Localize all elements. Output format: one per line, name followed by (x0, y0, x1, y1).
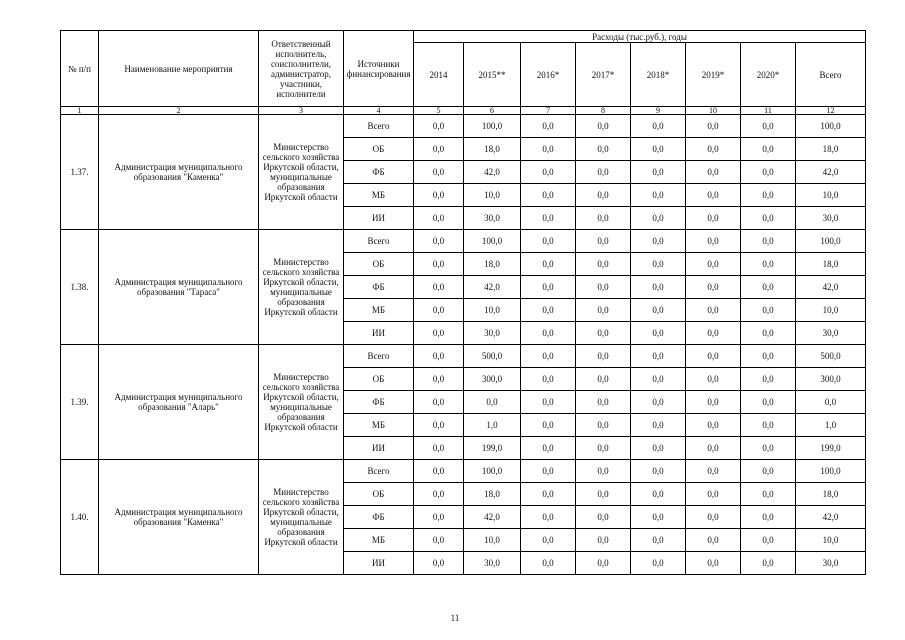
table-row (61, 345, 866, 368)
year-value: 0,0 (521, 276, 576, 299)
year-value: 0,0 (576, 161, 631, 184)
year-value: 42,0 (464, 276, 521, 299)
item-number: 1.37. (61, 115, 99, 230)
year-value: 0,0 (741, 391, 796, 414)
year-value: 0,0 (521, 138, 576, 161)
year-value: 0,0 (521, 322, 576, 345)
column-number: 5 (414, 107, 464, 115)
funding-source: МБ (344, 184, 414, 207)
year-value: 0,0 (521, 414, 576, 437)
year-value: 0,0 (686, 253, 741, 276)
expenses-table (60, 30, 866, 575)
event-name: Администрация муниципального образования "Каменка" (99, 460, 259, 575)
year-value: 0,0 (631, 437, 686, 460)
table-row (61, 115, 866, 138)
year-value: 0,0 (414, 322, 464, 345)
event-name: Администрация муниципального образования "Каменка" (99, 115, 259, 230)
year-value: 0,0 (414, 184, 464, 207)
year-value: 0,0 (414, 299, 464, 322)
year-value: 0,0 (576, 253, 631, 276)
year-value: 0,0 (576, 506, 631, 529)
year-value: 0,0 (521, 437, 576, 460)
header-responsible: Ответственный исполнитель, соисполнители, администратор, участники, исполнители (259, 31, 344, 107)
year-value: 0,0 (741, 207, 796, 230)
column-number: 2 (99, 107, 259, 115)
year-value: 0,0 (631, 529, 686, 552)
item-number: 1.40. (61, 460, 99, 575)
year-value: 0,0 (686, 414, 741, 437)
column-number: 8 (576, 107, 631, 115)
header-sources: Источники финансирования (344, 31, 414, 107)
year-value: 0,0 (741, 506, 796, 529)
year-value: 0,0 (576, 391, 631, 414)
year-value: 0,0 (631, 506, 686, 529)
header-name: Наименование мероприятия (99, 31, 259, 107)
funding-source: ФБ (344, 161, 414, 184)
funding-source: ОБ (344, 483, 414, 506)
table-body (61, 115, 866, 575)
year-value: 0,0 (521, 115, 576, 138)
header-expenses: Расходы (тыс.руб.), годы (414, 31, 866, 43)
funding-source: Всего (344, 345, 414, 368)
funding-source: МБ (344, 414, 414, 437)
year-value: 0,0 (576, 276, 631, 299)
header-total: Всего (796, 43, 866, 107)
funding-source: ИИ (344, 207, 414, 230)
year-value: 0,0 (576, 230, 631, 253)
year-value: 0,0 (631, 460, 686, 483)
year-value: 0,0 (631, 483, 686, 506)
year-value: 0,0 (414, 345, 464, 368)
year-value: 0,0 (576, 414, 631, 437)
year-value: 0,0 (686, 529, 741, 552)
year-value: 0,0 (741, 345, 796, 368)
year-value: 0,0 (686, 299, 741, 322)
column-number: 11 (741, 107, 796, 115)
year-value: 10,0 (464, 184, 521, 207)
year-value: 0,0 (686, 115, 741, 138)
total-value: 42,0 (796, 506, 866, 529)
item-number: 1.39. (61, 345, 99, 460)
year-value: 10,0 (464, 529, 521, 552)
year-value: 0,0 (521, 253, 576, 276)
year-value: 18,0 (464, 138, 521, 161)
funding-source: ИИ (344, 552, 414, 575)
year-value: 0,0 (686, 138, 741, 161)
year-value: 0,0 (741, 529, 796, 552)
funding-source: ИИ (344, 437, 414, 460)
year-value: 0,0 (741, 115, 796, 138)
year-value: 0,0 (414, 483, 464, 506)
year-value: 0,0 (521, 161, 576, 184)
responsible-executor: Министерство сельского хозяйства Иркутской области, муниципальные образования Иркутской области (259, 345, 344, 460)
year-value: 0,0 (686, 368, 741, 391)
year-value: 0,0 (414, 460, 464, 483)
year-value: 42,0 (464, 161, 521, 184)
column-number: 6 (464, 107, 521, 115)
header-year: 2016* (521, 43, 576, 107)
year-value: 0,0 (631, 207, 686, 230)
year-value: 30,0 (464, 322, 521, 345)
year-value: 0,0 (686, 184, 741, 207)
year-value: 0,0 (631, 391, 686, 414)
year-value: 0,0 (631, 230, 686, 253)
year-value: 0,0 (631, 299, 686, 322)
funding-source: ФБ (344, 276, 414, 299)
year-value: 0,0 (686, 483, 741, 506)
funding-source: ОБ (344, 253, 414, 276)
year-value: 0,0 (521, 299, 576, 322)
year-value: 300,0 (464, 368, 521, 391)
year-value: 199,0 (464, 437, 521, 460)
year-value: 0,0 (686, 322, 741, 345)
year-value: 0,0 (741, 276, 796, 299)
total-value: 0,0 (796, 391, 866, 414)
year-value: 0,0 (521, 483, 576, 506)
header-year: 2020* (741, 43, 796, 107)
year-value: 0,0 (631, 253, 686, 276)
year-value: 0,0 (414, 529, 464, 552)
year-value: 0,0 (521, 506, 576, 529)
funding-source: ОБ (344, 368, 414, 391)
year-value: 0,0 (741, 483, 796, 506)
total-value: 30,0 (796, 322, 866, 345)
year-value: 0,0 (741, 460, 796, 483)
year-value: 0,0 (631, 414, 686, 437)
funding-source: Всего (344, 460, 414, 483)
year-value: 0,0 (686, 276, 741, 299)
total-value: 18,0 (796, 483, 866, 506)
column-number: 1 (61, 107, 99, 115)
total-value: 18,0 (796, 253, 866, 276)
year-value: 0,0 (686, 460, 741, 483)
year-value: 0,0 (521, 460, 576, 483)
total-value: 300,0 (796, 368, 866, 391)
total-value: 10,0 (796, 184, 866, 207)
funding-source: Всего (344, 230, 414, 253)
year-value: 0,0 (521, 345, 576, 368)
column-number: 4 (344, 107, 414, 115)
year-value: 0,0 (576, 184, 631, 207)
year-value: 0,0 (576, 299, 631, 322)
year-value: 0,0 (686, 506, 741, 529)
year-value: 0,0 (576, 460, 631, 483)
year-value: 0,0 (686, 345, 741, 368)
year-value: 0,0 (631, 368, 686, 391)
year-value: 0,0 (576, 115, 631, 138)
year-value: 0,0 (414, 368, 464, 391)
year-value: 0,0 (414, 391, 464, 414)
column-number-row (61, 107, 866, 115)
year-value: 0,0 (414, 437, 464, 460)
year-value: 0,0 (414, 161, 464, 184)
responsible-executor: Министерство сельского хозяйства Иркутской области, муниципальные образования Иркутской области (259, 115, 344, 230)
year-value: 0,0 (741, 299, 796, 322)
year-value: 0,0 (414, 230, 464, 253)
year-value: 0,0 (741, 184, 796, 207)
year-value: 0,0 (741, 253, 796, 276)
year-value: 0,0 (414, 207, 464, 230)
total-value: 30,0 (796, 207, 866, 230)
year-value: 0,0 (576, 529, 631, 552)
year-value: 0,0 (686, 230, 741, 253)
total-value: 10,0 (796, 529, 866, 552)
total-value: 18,0 (796, 138, 866, 161)
funding-source: ОБ (344, 138, 414, 161)
year-value: 0,0 (521, 368, 576, 391)
year-value: 0,0 (521, 552, 576, 575)
header-year: 2018* (631, 43, 686, 107)
header-year: 2019* (686, 43, 741, 107)
year-value: 0,0 (576, 138, 631, 161)
year-value: 0,0 (631, 276, 686, 299)
table-header (61, 31, 866, 115)
year-value: 500,0 (464, 345, 521, 368)
funding-source: МБ (344, 529, 414, 552)
year-value: 100,0 (464, 460, 521, 483)
year-value: 0,0 (414, 138, 464, 161)
year-value: 0,0 (521, 184, 576, 207)
year-value: 0,0 (631, 322, 686, 345)
header-year: 2017* (576, 43, 631, 107)
year-value: 0,0 (521, 529, 576, 552)
event-name: Администрация муниципального образования "Тараса" (99, 230, 259, 345)
funding-source: ФБ (344, 506, 414, 529)
column-number: 3 (259, 107, 344, 115)
year-value: 0,0 (741, 161, 796, 184)
year-value: 0,0 (686, 552, 741, 575)
total-value: 1,0 (796, 414, 866, 437)
year-value: 0,0 (414, 552, 464, 575)
column-number: 9 (631, 107, 686, 115)
event-name: Администрация муниципального образования "Аларь" (99, 345, 259, 460)
total-value: 42,0 (796, 276, 866, 299)
year-value: 0,0 (576, 552, 631, 575)
header-year: 2015** (464, 43, 521, 107)
funding-source: ИИ (344, 322, 414, 345)
year-value: 0,0 (686, 437, 741, 460)
year-value: 0,0 (741, 230, 796, 253)
year-value: 0,0 (741, 368, 796, 391)
total-value: 100,0 (796, 115, 866, 138)
funding-source: Всего (344, 115, 414, 138)
year-value: 0,0 (631, 184, 686, 207)
column-number: 12 (796, 107, 866, 115)
year-value: 0,0 (686, 161, 741, 184)
year-value: 0,0 (414, 276, 464, 299)
total-value: 500,0 (796, 345, 866, 368)
year-value: 0,0 (576, 368, 631, 391)
year-value: 0,0 (741, 437, 796, 460)
year-value: 0,0 (631, 115, 686, 138)
year-value: 0,0 (631, 345, 686, 368)
total-value: 100,0 (796, 230, 866, 253)
year-value: 0,0 (464, 391, 521, 414)
year-value: 0,0 (631, 552, 686, 575)
year-value: 0,0 (741, 138, 796, 161)
year-value: 30,0 (464, 207, 521, 230)
year-value: 0,0 (741, 322, 796, 345)
year-value: 0,0 (521, 230, 576, 253)
header-year: 2014 (414, 43, 464, 107)
column-number: 10 (686, 107, 741, 115)
total-value: 30,0 (796, 552, 866, 575)
column-number: 7 (521, 107, 576, 115)
responsible-executor: Министерство сельского хозяйства Иркутской области, муниципальные образования Иркутской области (259, 460, 344, 575)
year-value: 0,0 (686, 207, 741, 230)
year-value: 42,0 (464, 506, 521, 529)
total-value: 100,0 (796, 460, 866, 483)
year-value: 0,0 (631, 138, 686, 161)
year-value: 18,0 (464, 483, 521, 506)
year-value: 100,0 (464, 230, 521, 253)
funding-source: ФБ (344, 391, 414, 414)
total-value: 42,0 (796, 161, 866, 184)
year-value: 0,0 (414, 506, 464, 529)
year-value: 0,0 (741, 414, 796, 437)
table-row (61, 460, 866, 483)
year-value: 0,0 (631, 161, 686, 184)
year-value: 18,0 (464, 253, 521, 276)
year-value: 100,0 (464, 115, 521, 138)
year-value: 0,0 (576, 483, 631, 506)
responsible-executor: Министерство сельского хозяйства Иркутской области, муниципальные образования Иркутской области (259, 230, 344, 345)
year-value: 0,0 (686, 391, 741, 414)
funding-source: МБ (344, 299, 414, 322)
total-value: 10,0 (796, 299, 866, 322)
year-value: 30,0 (464, 552, 521, 575)
year-value: 0,0 (414, 253, 464, 276)
year-value: 0,0 (576, 322, 631, 345)
year-value: 0,0 (414, 115, 464, 138)
year-value: 0,0 (521, 391, 576, 414)
year-value: 0,0 (576, 437, 631, 460)
year-value: 0,0 (576, 207, 631, 230)
table-row (61, 230, 866, 253)
year-value: 0,0 (576, 345, 631, 368)
year-value: 0,0 (741, 552, 796, 575)
item-number: 1.38. (61, 230, 99, 345)
total-value: 199,0 (796, 437, 866, 460)
year-value: 1,0 (464, 414, 521, 437)
year-value: 10,0 (464, 299, 521, 322)
header-num: № п/п (61, 31, 99, 107)
page-number: 11 (450, 613, 460, 623)
year-value: 0,0 (521, 207, 576, 230)
year-value: 0,0 (414, 414, 464, 437)
